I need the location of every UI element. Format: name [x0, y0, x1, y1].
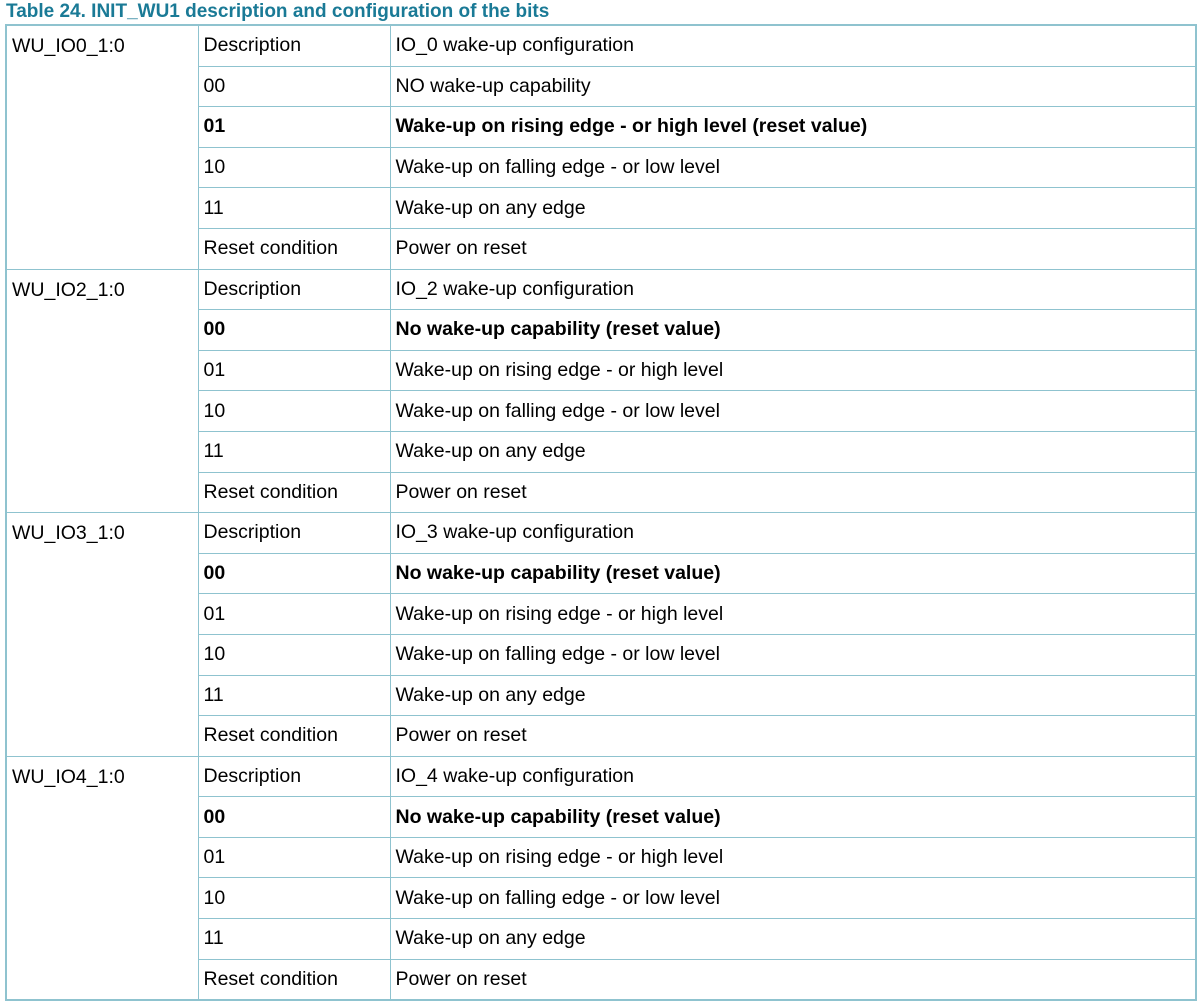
table-body [6, 25, 1196, 1000]
description-cell: IO_3 wake-up configuration [390, 513, 1196, 554]
code-cell: 01 [198, 594, 390, 635]
code-cell: 00 [198, 66, 390, 107]
description-cell: Wake-up on any edge [390, 675, 1196, 716]
code-cell: Description [198, 25, 390, 66]
table-row [6, 25, 1196, 66]
description-cell: NO wake-up capability [390, 66, 1196, 107]
code-cell: 11 [198, 188, 390, 229]
description-cell: IO_4 wake-up configuration [390, 756, 1196, 797]
code-cell: 11 [198, 919, 390, 960]
code-cell: Reset condition [198, 472, 390, 513]
description-cell: Wake-up on falling edge - or low level [390, 634, 1196, 675]
code-cell: Description [198, 513, 390, 554]
field-name-cell: WU_IO0_1:0 [6, 25, 198, 269]
init-wu1-bits-table [5, 24, 1197, 1001]
description-cell: Wake-up on falling edge - or low level [390, 391, 1196, 432]
code-cell: Description [198, 269, 390, 310]
description-cell: Power on reset [390, 959, 1196, 1000]
description-cell: No wake-up capability (reset value) [390, 553, 1196, 594]
description-cell: Wake-up on any edge [390, 919, 1196, 960]
code-cell: 10 [198, 147, 390, 188]
field-name-cell: WU_IO4_1:0 [6, 756, 198, 1000]
code-cell: 01 [198, 350, 390, 391]
code-cell: Reset condition [198, 228, 390, 269]
code-cell: 01 [198, 837, 390, 878]
code-cell: Description [198, 756, 390, 797]
code-cell: 00 [198, 310, 390, 351]
description-cell: Wake-up on falling edge - or low level [390, 878, 1196, 919]
description-cell: Power on reset [390, 472, 1196, 513]
code-cell: 00 [198, 553, 390, 594]
description-cell: Wake-up on rising edge - or high level [390, 350, 1196, 391]
field-name-cell: WU_IO2_1:0 [6, 269, 198, 513]
description-cell: Wake-up on falling edge - or low level [390, 147, 1196, 188]
code-cell: 10 [198, 634, 390, 675]
table-row [6, 756, 1196, 797]
description-cell: Power on reset [390, 228, 1196, 269]
code-cell: 00 [198, 797, 390, 838]
code-cell: 10 [198, 391, 390, 432]
description-cell: Wake-up on rising edge - or high level [390, 594, 1196, 635]
description-cell: No wake-up capability (reset value) [390, 310, 1196, 351]
table-row [6, 513, 1196, 554]
description-cell: Wake-up on rising edge - or high level (reset value) [390, 107, 1196, 148]
description-cell: Power on reset [390, 716, 1196, 757]
table-row [6, 269, 1196, 310]
code-cell: Reset condition [198, 959, 390, 1000]
code-cell: Reset condition [198, 716, 390, 757]
description-cell: IO_0 wake-up configuration [390, 25, 1196, 66]
field-name-cell: WU_IO3_1:0 [6, 513, 198, 757]
code-cell: 11 [198, 675, 390, 716]
description-cell: No wake-up capability (reset value) [390, 797, 1196, 838]
description-cell: Wake-up on any edge [390, 188, 1196, 229]
code-cell: 10 [198, 878, 390, 919]
table-title: Table 24. INIT_WU1 description and configuration of the bits [6, 1, 550, 22]
description-cell: Wake-up on rising edge - or high level [390, 837, 1196, 878]
code-cell: 01 [198, 107, 390, 148]
description-cell: IO_2 wake-up configuration [390, 269, 1196, 310]
code-cell: 11 [198, 431, 390, 472]
description-cell: Wake-up on any edge [390, 431, 1196, 472]
